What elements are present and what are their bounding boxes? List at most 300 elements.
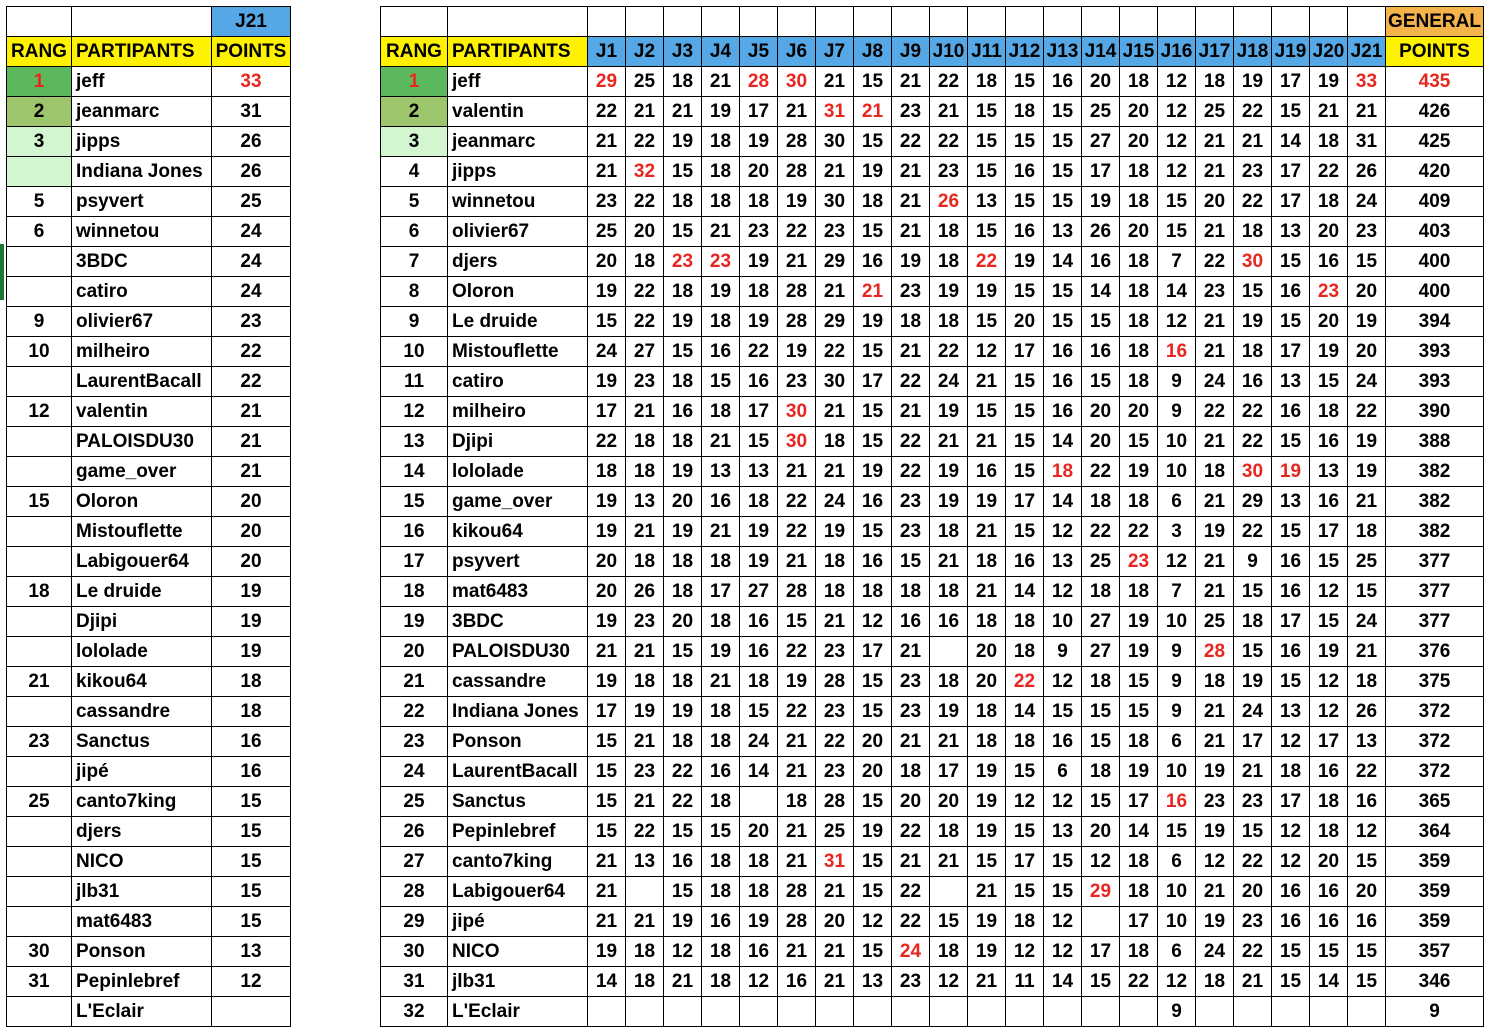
score-cell[interactable]: 21 <box>626 907 664 937</box>
score-cell[interactable]: 20 <box>1006 307 1044 337</box>
score-cell[interactable]: 19 <box>588 937 626 967</box>
score-cell[interactable]: 17 <box>1310 517 1348 547</box>
points-cell[interactable]: 18 <box>212 697 291 727</box>
points-cell[interactable]: 15 <box>212 817 291 847</box>
score-cell[interactable] <box>1196 997 1234 1027</box>
score-cell[interactable]: 18 <box>892 757 930 787</box>
score-cell[interactable]: 18 <box>626 937 664 967</box>
score-cell[interactable]: 7 <box>1158 247 1196 277</box>
round-header[interactable]: J21 <box>1348 37 1386 67</box>
points-cell[interactable]: 20 <box>212 517 291 547</box>
participant-cell[interactable]: Pepinlebref <box>448 817 588 847</box>
score-cell[interactable]: 19 <box>930 697 968 727</box>
score-cell[interactable]: 18 <box>930 247 968 277</box>
score-cell[interactable]: 16 <box>1272 877 1310 907</box>
score-cell[interactable]: 15 <box>1044 877 1082 907</box>
score-cell[interactable]: 22 <box>892 427 930 457</box>
score-cell[interactable]: 15 <box>1310 367 1348 397</box>
score-cell[interactable]: 28 <box>1196 637 1234 667</box>
score-cell[interactable]: 15 <box>1348 577 1386 607</box>
participants-header[interactable]: PARTIPANTS <box>72 37 212 67</box>
score-cell[interactable]: 32 <box>626 157 664 187</box>
score-cell[interactable]: 16 <box>740 937 778 967</box>
score-cell[interactable]: 22 <box>1196 247 1234 277</box>
rank-cell[interactable]: 1 <box>7 67 72 97</box>
score-cell[interactable]: 18 <box>740 487 778 517</box>
rank-cell[interactable]: 23 <box>7 727 72 757</box>
participant-cell[interactable]: valentin <box>72 397 212 427</box>
score-cell[interactable]: 10 <box>1158 607 1196 637</box>
score-cell[interactable]: 18 <box>740 187 778 217</box>
score-cell[interactable]: 16 <box>1006 217 1044 247</box>
score-cell[interactable]: 22 <box>1196 397 1234 427</box>
score-cell[interactable]: 20 <box>1082 427 1120 457</box>
score-cell[interactable]: 31 <box>816 847 854 877</box>
empty-cell[interactable] <box>1044 7 1082 37</box>
score-cell[interactable]: 30 <box>816 127 854 157</box>
participant-cell[interactable]: canto7king <box>448 847 588 877</box>
round-header[interactable]: J17 <box>1196 37 1234 67</box>
score-cell[interactable]: 21 <box>702 667 740 697</box>
score-cell[interactable]: 21 <box>892 847 930 877</box>
participant-cell[interactable]: jeanmarc <box>72 97 212 127</box>
score-cell[interactable]: 18 <box>626 667 664 697</box>
score-cell[interactable]: 15 <box>1272 97 1310 127</box>
participant-cell[interactable]: olivier67 <box>448 217 588 247</box>
score-cell[interactable]: 17 <box>740 397 778 427</box>
score-cell[interactable]: 20 <box>854 727 892 757</box>
rank-cell[interactable]: 10 <box>7 337 72 367</box>
score-cell[interactable]: 22 <box>664 787 702 817</box>
score-cell[interactable]: 16 <box>1272 577 1310 607</box>
score-cell[interactable]: 19 <box>778 187 816 217</box>
score-cell[interactable]: 18 <box>930 307 968 337</box>
score-cell[interactable]: 13 <box>740 457 778 487</box>
empty-cell[interactable] <box>1158 7 1196 37</box>
score-cell[interactable]: 18 <box>702 607 740 637</box>
score-cell[interactable]: 19 <box>664 517 702 547</box>
score-cell[interactable]: 12 <box>1310 667 1348 697</box>
score-cell[interactable]: 21 <box>892 397 930 427</box>
score-cell[interactable]: 21 <box>702 517 740 547</box>
score-cell[interactable]: 19 <box>1348 457 1386 487</box>
score-cell[interactable]: 21 <box>930 547 968 577</box>
empty-cell[interactable] <box>968 7 1006 37</box>
score-cell[interactable]: 15 <box>854 847 892 877</box>
empty-cell[interactable] <box>7 7 72 37</box>
score-cell[interactable]: 21 <box>1310 97 1348 127</box>
score-cell[interactable]: 27 <box>740 577 778 607</box>
rank-cell[interactable]: 17 <box>381 547 448 577</box>
score-cell[interactable]: 15 <box>854 127 892 157</box>
participant-cell[interactable]: jeff <box>448 67 588 97</box>
score-cell[interactable]: 21 <box>664 97 702 127</box>
score-cell[interactable]: 20 <box>588 577 626 607</box>
score-cell[interactable]: 19 <box>1310 67 1348 97</box>
score-cell[interactable]: 22 <box>892 817 930 847</box>
total-cell[interactable]: 346 <box>1386 967 1484 997</box>
score-cell[interactable]: 15 <box>1310 937 1348 967</box>
score-cell[interactable]: 20 <box>1348 877 1386 907</box>
score-cell[interactable]: 20 <box>1234 877 1272 907</box>
score-cell[interactable]: 15 <box>1082 367 1120 397</box>
score-cell[interactable]: 18 <box>664 367 702 397</box>
score-cell[interactable]: 19 <box>588 607 626 637</box>
score-cell[interactable]: 17 <box>588 697 626 727</box>
score-cell[interactable]: 22 <box>740 337 778 367</box>
score-cell[interactable]: 10 <box>1158 877 1196 907</box>
score-cell[interactable]: 21 <box>1234 127 1272 157</box>
score-cell[interactable]: 16 <box>968 457 1006 487</box>
round-header[interactable]: J20 <box>1310 37 1348 67</box>
score-cell[interactable]: 19 <box>740 547 778 577</box>
rank-cell[interactable]: 26 <box>381 817 448 847</box>
score-cell[interactable]: 28 <box>740 67 778 97</box>
score-cell[interactable] <box>1272 997 1310 1027</box>
score-cell[interactable]: 21 <box>968 427 1006 457</box>
participant-cell[interactable]: psyvert <box>448 547 588 577</box>
total-cell[interactable]: 426 <box>1386 97 1484 127</box>
score-cell[interactable]: 23 <box>702 247 740 277</box>
score-cell[interactable]: 19 <box>664 457 702 487</box>
score-cell[interactable]: 16 <box>1310 877 1348 907</box>
score-cell[interactable]: 27 <box>1082 127 1120 157</box>
score-cell[interactable]: 16 <box>1234 367 1272 397</box>
participant-cell[interactable]: game_over <box>72 457 212 487</box>
points-cell[interactable]: 20 <box>212 547 291 577</box>
score-cell[interactable]: 23 <box>1120 547 1158 577</box>
rank-cell[interactable] <box>7 457 72 487</box>
rank-cell[interactable]: 22 <box>381 697 448 727</box>
score-cell[interactable]: 12 <box>1044 667 1082 697</box>
score-cell[interactable]: 15 <box>1044 697 1082 727</box>
round-header[interactable]: J19 <box>1272 37 1310 67</box>
score-cell[interactable]: 22 <box>626 187 664 217</box>
score-cell[interactable]: 19 <box>930 487 968 517</box>
score-cell[interactable]: 9 <box>1158 637 1196 667</box>
score-cell[interactable]: 21 <box>1234 967 1272 997</box>
points-cell[interactable]: 24 <box>212 217 291 247</box>
score-cell[interactable]: 15 <box>702 367 740 397</box>
score-cell[interactable]: 22 <box>778 637 816 667</box>
score-cell[interactable]: 17 <box>1006 337 1044 367</box>
rank-cell[interactable]: 7 <box>381 247 448 277</box>
score-cell[interactable] <box>626 997 664 1027</box>
score-cell[interactable]: 18 <box>1196 457 1234 487</box>
participant-cell[interactable]: Labigouer64 <box>72 547 212 577</box>
score-cell[interactable]: 19 <box>740 307 778 337</box>
score-cell[interactable]: 19 <box>968 817 1006 847</box>
score-cell[interactable]: 18 <box>930 817 968 847</box>
score-cell[interactable]: 10 <box>1158 457 1196 487</box>
score-cell[interactable]: 18 <box>740 277 778 307</box>
score-cell[interactable]: 6 <box>1158 937 1196 967</box>
score-cell[interactable]: 15 <box>1006 427 1044 457</box>
score-cell[interactable]: 18 <box>930 217 968 247</box>
score-cell[interactable]: 28 <box>778 907 816 937</box>
score-cell[interactable]: 24 <box>1348 607 1386 637</box>
score-cell[interactable]: 18 <box>626 967 664 997</box>
score-cell[interactable]: 15 <box>1272 307 1310 337</box>
score-cell[interactable]: 18 <box>702 187 740 217</box>
score-cell[interactable]: 18 <box>1082 577 1120 607</box>
participant-cell[interactable]: kikou64 <box>448 517 588 547</box>
score-cell[interactable]: 18 <box>1120 727 1158 757</box>
score-cell[interactable]: 27 <box>626 337 664 367</box>
score-cell[interactable]: 31 <box>1348 127 1386 157</box>
round-header[interactable]: J4 <box>702 37 740 67</box>
score-cell[interactable]: 17 <box>702 577 740 607</box>
score-cell[interactable]: 12 <box>1196 847 1234 877</box>
score-cell[interactable]: 9 <box>1044 637 1082 667</box>
score-cell[interactable]: 18 <box>968 607 1006 637</box>
score-cell[interactable]: 23 <box>816 637 854 667</box>
total-cell[interactable]: 359 <box>1386 907 1484 937</box>
empty-cell[interactable] <box>1006 7 1044 37</box>
score-cell[interactable]: 19 <box>892 247 930 277</box>
score-cell[interactable]: 16 <box>1158 337 1196 367</box>
score-cell[interactable]: 17 <box>588 397 626 427</box>
empty-cell[interactable] <box>664 7 702 37</box>
total-cell[interactable]: 393 <box>1386 367 1484 397</box>
rank-cell[interactable] <box>7 607 72 637</box>
score-cell[interactable]: 23 <box>664 247 702 277</box>
score-cell[interactable]: 18 <box>1120 157 1158 187</box>
score-cell[interactable]: 19 <box>1310 337 1348 367</box>
total-points-header[interactable]: POINTS <box>1386 37 1484 67</box>
score-cell[interactable]: 28 <box>778 277 816 307</box>
score-cell[interactable]: 19 <box>778 667 816 697</box>
rank-cell[interactable]: 18 <box>381 577 448 607</box>
score-cell[interactable]: 18 <box>1348 667 1386 697</box>
score-cell[interactable] <box>702 997 740 1027</box>
participant-cell[interactable]: Le druide <box>72 577 212 607</box>
score-cell[interactable]: 21 <box>892 337 930 367</box>
score-cell[interactable]: 20 <box>1310 307 1348 337</box>
score-cell[interactable] <box>1234 997 1272 1027</box>
score-cell[interactable]: 16 <box>1272 547 1310 577</box>
score-cell[interactable]: 21 <box>816 607 854 637</box>
score-cell[interactable]: 19 <box>702 277 740 307</box>
score-cell[interactable]: 23 <box>816 757 854 787</box>
score-cell[interactable]: 22 <box>1234 847 1272 877</box>
score-cell[interactable]: 22 <box>626 277 664 307</box>
score-cell[interactable]: 12 <box>930 967 968 997</box>
total-cell[interactable]: 377 <box>1386 577 1484 607</box>
score-cell[interactable]: 18 <box>1120 367 1158 397</box>
score-cell[interactable]: 23 <box>892 277 930 307</box>
score-cell[interactable]: 23 <box>1196 277 1234 307</box>
total-cell[interactable]: 388 <box>1386 427 1484 457</box>
score-cell[interactable]: 21 <box>892 67 930 97</box>
score-cell[interactable]: 19 <box>588 277 626 307</box>
score-cell[interactable]: 19 <box>968 937 1006 967</box>
score-cell[interactable] <box>1310 997 1348 1027</box>
total-cell[interactable]: 394 <box>1386 307 1484 337</box>
participant-cell[interactable]: NICO <box>72 847 212 877</box>
score-cell[interactable]: 12 <box>854 907 892 937</box>
rank-cell[interactable]: 9 <box>381 307 448 337</box>
score-cell[interactable]: 23 <box>892 667 930 697</box>
round-header[interactable]: J2 <box>626 37 664 67</box>
score-cell[interactable]: 18 <box>816 427 854 457</box>
score-cell[interactable]: 16 <box>854 487 892 517</box>
score-cell[interactable]: 15 <box>1044 847 1082 877</box>
score-cell[interactable]: 21 <box>1196 127 1234 157</box>
score-cell[interactable]: 19 <box>968 277 1006 307</box>
score-cell[interactable]: 16 <box>1082 337 1120 367</box>
points-cell[interactable]: 22 <box>212 367 291 397</box>
score-cell[interactable]: 15 <box>1006 127 1044 157</box>
score-cell[interactable]: 21 <box>778 547 816 577</box>
participant-cell[interactable]: Oloron <box>72 487 212 517</box>
score-cell[interactable]: 18 <box>1196 967 1234 997</box>
total-cell[interactable]: 375 <box>1386 667 1484 697</box>
score-cell[interactable]: 16 <box>740 367 778 397</box>
score-cell[interactable]: 12 <box>1044 517 1082 547</box>
round-header[interactable]: J6 <box>778 37 816 67</box>
score-cell[interactable]: 15 <box>1348 967 1386 997</box>
round-header[interactable]: J10 <box>930 37 968 67</box>
participant-cell[interactable]: Djipi <box>72 607 212 637</box>
score-cell[interactable]: 15 <box>664 637 702 667</box>
score-cell[interactable]: 22 <box>664 757 702 787</box>
score-cell[interactable] <box>1348 997 1386 1027</box>
score-cell[interactable]: 21 <box>968 877 1006 907</box>
score-cell[interactable] <box>778 997 816 1027</box>
score-cell[interactable]: 18 <box>588 457 626 487</box>
score-cell[interactable]: 18 <box>1310 127 1348 157</box>
participant-cell[interactable]: game_over <box>448 487 588 517</box>
rank-cell[interactable]: 30 <box>381 937 448 967</box>
score-cell[interactable]: 15 <box>968 217 1006 247</box>
points-cell[interactable]: 15 <box>212 877 291 907</box>
score-cell[interactable]: 20 <box>1120 127 1158 157</box>
points-cell[interactable] <box>212 997 291 1027</box>
total-cell[interactable]: 376 <box>1386 637 1484 667</box>
score-cell[interactable]: 21 <box>1348 97 1386 127</box>
score-cell[interactable]: 15 <box>1234 817 1272 847</box>
score-cell[interactable]: 27 <box>1082 637 1120 667</box>
score-cell[interactable]: 22 <box>816 337 854 367</box>
score-cell[interactable]: 15 <box>740 697 778 727</box>
score-cell[interactable]: 28 <box>778 127 816 157</box>
empty-cell[interactable] <box>1348 7 1386 37</box>
score-cell[interactable]: 16 <box>1310 757 1348 787</box>
score-cell[interactable]: 19 <box>664 907 702 937</box>
total-cell[interactable]: 372 <box>1386 697 1484 727</box>
score-cell[interactable]: 21 <box>1348 487 1386 517</box>
score-cell[interactable]: 29 <box>588 67 626 97</box>
score-cell[interactable]: 18 <box>626 547 664 577</box>
score-cell[interactable]: 26 <box>626 577 664 607</box>
empty-cell[interactable] <box>448 7 588 37</box>
score-cell[interactable]: 22 <box>892 127 930 157</box>
empty-cell[interactable] <box>740 7 778 37</box>
score-cell[interactable]: 18 <box>702 787 740 817</box>
score-cell[interactable]: 18 <box>664 187 702 217</box>
score-cell[interactable]: 22 <box>930 67 968 97</box>
score-cell[interactable]: 22 <box>892 457 930 487</box>
score-cell[interactable]: 15 <box>740 427 778 457</box>
score-cell[interactable]: 24 <box>930 367 968 397</box>
empty-cell[interactable] <box>930 7 968 37</box>
empty-cell[interactable] <box>1196 7 1234 37</box>
score-cell[interactable]: 18 <box>1120 847 1158 877</box>
score-cell[interactable]: 12 <box>740 967 778 997</box>
rank-cell[interactable]: 2 <box>381 97 448 127</box>
score-cell[interactable]: 15 <box>1006 457 1044 487</box>
score-cell[interactable]: 12 <box>1158 307 1196 337</box>
score-cell[interactable]: 14 <box>1044 487 1082 517</box>
score-cell[interactable]: 12 <box>1272 727 1310 757</box>
empty-cell[interactable] <box>702 7 740 37</box>
score-cell[interactable]: 18 <box>1310 187 1348 217</box>
score-cell[interactable]: 25 <box>1348 547 1386 577</box>
empty-cell[interactable] <box>816 7 854 37</box>
score-cell[interactable]: 18 <box>1120 277 1158 307</box>
score-cell[interactable]: 20 <box>1082 67 1120 97</box>
score-cell[interactable]: 19 <box>968 907 1006 937</box>
score-cell[interactable]: 6 <box>1158 847 1196 877</box>
score-cell[interactable] <box>664 997 702 1027</box>
score-cell[interactable]: 21 <box>702 217 740 247</box>
score-cell[interactable]: 16 <box>1044 337 1082 367</box>
rank-cell[interactable]: 5 <box>7 187 72 217</box>
score-cell[interactable]: 18 <box>702 307 740 337</box>
score-cell[interactable]: 18 <box>1310 397 1348 427</box>
score-cell[interactable]: 18 <box>1044 457 1082 487</box>
score-cell[interactable]: 22 <box>626 127 664 157</box>
score-cell[interactable]: 14 <box>1006 697 1044 727</box>
score-cell[interactable]: 15 <box>1006 757 1044 787</box>
score-cell[interactable]: 15 <box>1348 937 1386 967</box>
rank-cell[interactable]: 28 <box>381 877 448 907</box>
score-cell[interactable]: 18 <box>854 577 892 607</box>
score-cell[interactable]: 21 <box>1196 487 1234 517</box>
score-cell[interactable]: 21 <box>968 577 1006 607</box>
score-cell[interactable]: 20 <box>1082 817 1120 847</box>
score-cell[interactable]: 12 <box>1310 697 1348 727</box>
score-cell[interactable]: 16 <box>1310 907 1348 937</box>
score-cell[interactable]: 19 <box>854 157 892 187</box>
score-cell[interactable]: 21 <box>1196 427 1234 457</box>
score-cell[interactable]: 19 <box>740 907 778 937</box>
score-cell[interactable]: 16 <box>1272 277 1310 307</box>
score-cell[interactable]: 13 <box>1272 697 1310 727</box>
score-cell[interactable]: 15 <box>892 547 930 577</box>
score-cell[interactable]: 20 <box>968 667 1006 697</box>
round-header[interactable]: J3 <box>664 37 702 67</box>
score-cell[interactable]: 19 <box>1234 667 1272 697</box>
score-cell[interactable]: 21 <box>778 727 816 757</box>
score-cell[interactable]: 15 <box>930 907 968 937</box>
score-cell[interactable]: 24 <box>1348 187 1386 217</box>
score-cell[interactable]: 21 <box>892 157 930 187</box>
rank-cell[interactable]: 31 <box>7 967 72 997</box>
score-cell[interactable]: 15 <box>1310 547 1348 577</box>
score-cell[interactable]: 21 <box>778 757 816 787</box>
score-cell[interactable]: 16 <box>854 247 892 277</box>
score-cell[interactable]: 18 <box>740 847 778 877</box>
participant-cell[interactable]: winnetou <box>448 187 588 217</box>
score-cell[interactable]: 22 <box>778 217 816 247</box>
score-cell[interactable]: 12 <box>1044 787 1082 817</box>
score-cell[interactable]: 15 <box>1120 697 1158 727</box>
score-cell[interactable]: 22 <box>626 307 664 337</box>
round-header[interactable]: J5 <box>740 37 778 67</box>
total-cell[interactable]: 425 <box>1386 127 1484 157</box>
